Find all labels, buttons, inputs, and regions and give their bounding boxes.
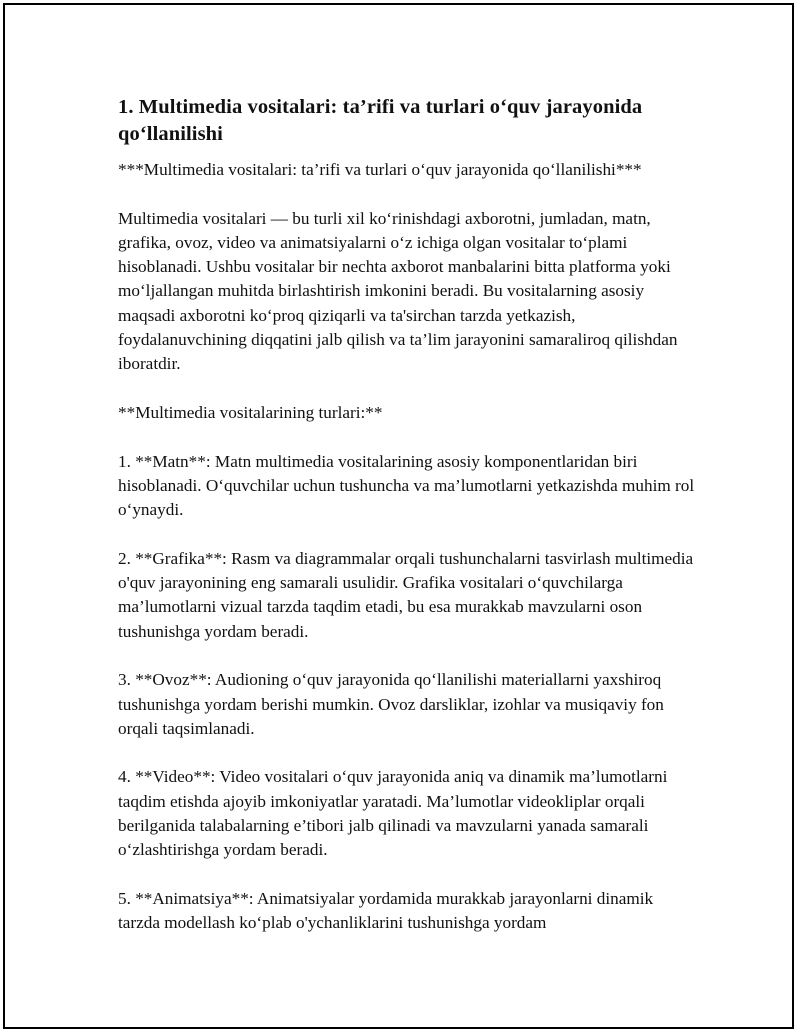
list-item-video: 4. **Video**: Video vositalari o‘quv jarayonida aniq va dinamik ma’lumotlarni taqdim etishda ajoyib imkoniyatlar yaratadi. Ma’lumotlar videokliplar orqali berilganida talabalarning e’tibori jalb qilinadi va mavzularni yanada samarali o‘zlashtirishga yordam beradi. — [118, 767, 668, 860]
paragraph-gap — [118, 377, 698, 401]
list-item-text: 1. **Matn**: Matn multimedia vositalarining asosiy komponentlaridan biri hisoblanadi. O‘quvchilar uchun tushuncha va ma’lumotlarni yetkazishda muhim rol o‘ynaydi. — [118, 451, 695, 520]
document-body — [118, 94, 698, 936]
types-heading-paragraph: **Multimedia vositalarining turlari:** — [118, 402, 383, 422]
list-item-graphics: 2. **Grafika**: Rasm va diagrammalar orqali tushunchalarni tasvirlash multimedia o'quv jarayonining eng samarali usulidir. Grafika vositalari o‘quvchilarga ma’lumotlarni vizual tarzda taqdim etadi, bu esa murakkab mavzularni oson tushunishga yordam beradi. — [118, 548, 694, 641]
paragraph-gap — [118, 522, 698, 546]
document-title: 1. Multimedia vositalari: ta’rifi va turlari o‘quv jarayonida qo‘llanilishi — [118, 96, 643, 145]
definition-paragraph: Multimedia vositalari — bu turli xil ko‘rinishdagi axborotni, jumladan, matn, grafika, ovoz, video va animatsiyalarni o‘z ichiga olgan vositalar to‘plami hisoblanadi. Ushbu vositalar bir nechta axborot manbalarini bitta platforma yoki mo‘ljallangan muhitda birlashtirish imkonini beradi. Bu vositalarning asosiy maqsadi axborotni ko‘proq qiziqarli va ta'sirchan tarzda yetkazish, foydalanuvchining diqqatini jalb qilish va ta’lim jarayonini samaraliroq qilishdan iboratdir. — [118, 208, 678, 374]
paragraph-gap — [118, 741, 698, 765]
subtitle-paragraph: ***Multimedia vositalari: ta’rifi va turlari o‘quv jarayonida qo‘llanilishi*** — [118, 160, 642, 179]
paragraph-gap — [118, 182, 698, 206]
list-item-animation: 5. **Animatsiya**: Animatsiyalar yordamida murakkab jarayonlarni dinamik tarzda modellash ko‘plab o'ychanliklarini tushunishga yordam — [118, 888, 654, 933]
paragraph-gap — [118, 644, 698, 668]
list-item-audio: 3. **Ovoz**: Audioning o‘quv jarayonida qo‘llanilishi materiallarni yaxshiroq tushunishga yordam berishi mumkin. Ovoz darsliklar, izohlar va musiqaviy fon orqali taqsimlanadi. — [118, 670, 664, 738]
paragraph-gap — [118, 863, 698, 887]
paragraph-gap — [118, 425, 698, 449]
